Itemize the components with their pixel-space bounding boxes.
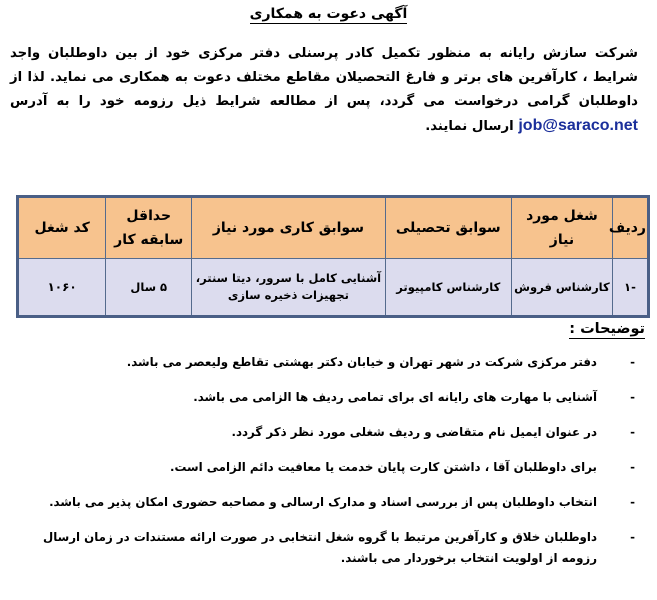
bullet-dash: -: [630, 355, 635, 369]
intro-paragraph: [10, 42, 638, 139]
header-code: کد شغل: [18, 197, 106, 259]
cell-job: کارشناس فروش: [511, 259, 612, 317]
notes-list: [23, 352, 635, 569]
bullet-dash: -: [630, 425, 635, 439]
intro-text-end: ارسال نمایند.: [425, 119, 514, 134]
note-text: آشنایی با مهارت های رایانه ای برای تمامی ردیف ها الزامی می باشد.: [193, 390, 597, 404]
note-text: انتخاب داوطلبان پس از بررسی اسناد و مدارک ارسالی و مصاحبه حضوری امکان پذیر می باشد.: [49, 495, 597, 509]
cell-index: -۱: [612, 259, 648, 317]
note-text: دفتر مرکزی شرکت در شهر تهران و خیابان دکتر بهشتی تقاطع ولیعصر می باشد.: [126, 355, 597, 369]
header-index: ردیف: [612, 197, 648, 259]
list-item: [23, 352, 635, 373]
table-header-row: [18, 197, 649, 259]
notes-heading: توضیحات :: [569, 321, 645, 337]
table-row: [18, 259, 649, 317]
note-text: در عنوان ایمیل نام متقاضی و ردیف شغلی مورد نظر ذکر گردد.: [231, 425, 597, 439]
note-text: برای داوطلبان آقا ، داشتن کارت پایان خدمت یا معافیت دائم الزامی است.: [170, 460, 597, 474]
job-table: [16, 195, 650, 318]
list-item: [23, 457, 635, 478]
list-item: [23, 492, 635, 513]
bullet-dash: -: [630, 460, 635, 474]
list-item: [23, 527, 635, 569]
header-min-experience: حداقل سابقه کار: [106, 197, 192, 259]
cell-min-experience: ۵ سال: [106, 259, 192, 317]
header-experience: سوابق کاری مورد نیاز: [192, 197, 385, 259]
header-education: سوابق تحصیلی: [385, 197, 511, 259]
cell-experience: آشنایی کامل با سرور، دیتا سنتر، تجهیزات ذخیره سازی: [192, 259, 385, 317]
intro-text: شرکت سازش رایانه به منظور تکمیل کادر پرسنلی دفتر مرکزی خود از بین داوطلبان واجد شرایط ، کارآفرین های برتر و فارغ التحصیلان مقاطع مختلف دعوت به همکاری می نماید. لذا از داوطلبان گرامی درخواست می گردد، پس از مطالعه شرایط ذیل رزومه خود را به آدرس: [10, 46, 638, 109]
bullet-dash: -: [630, 495, 635, 509]
cell-code: ۱۰۶۰: [18, 259, 106, 317]
bullet-dash: -: [630, 390, 635, 404]
note-text: داوطلبان خلاق و کارآفرین مرتبط با گروه شغل انتخابی در صورت ارائه مستندات در زمان ارسال رزومه از اولویت انتخاب برخوردار می باشند.: [42, 530, 597, 565]
header-job: شغل مورد نیاز: [511, 197, 612, 259]
email-address[interactable]: job@saraco.net: [518, 117, 638, 134]
list-item: [23, 422, 635, 443]
bullet-dash: -: [630, 530, 635, 544]
list-item: [23, 387, 635, 408]
cell-education: کارشناس کامپیوتر: [385, 259, 511, 317]
announcement-title: آگهی دعوت به همکاری: [249, 6, 408, 22]
